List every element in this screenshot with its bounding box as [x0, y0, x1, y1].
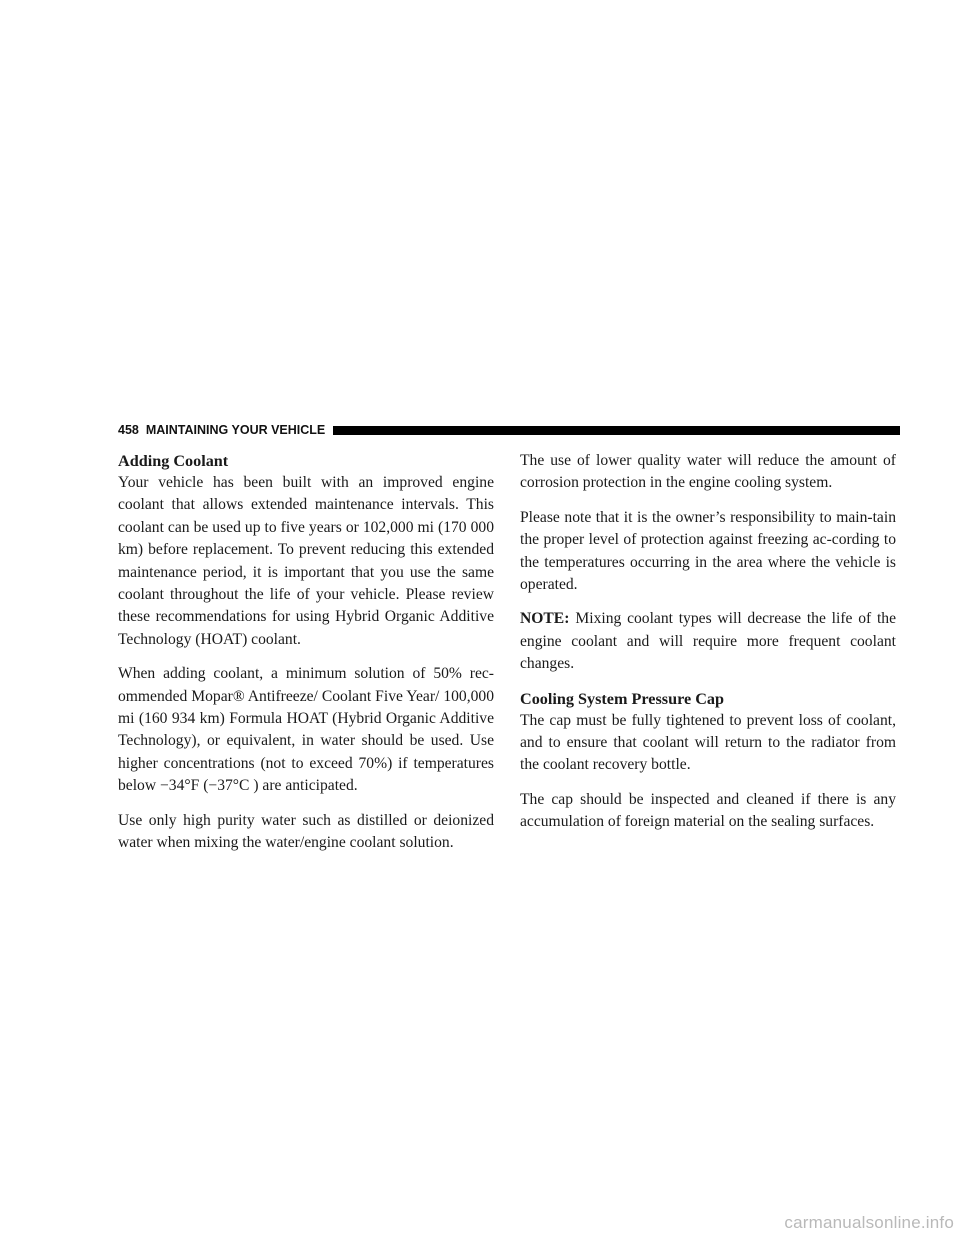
paragraph: When adding coolant, a minimum solution of 50% rec-ommended Mopar® Antifreeze/ Coolant Five Year/ 100,000 mi (160 934 km) Formula HOAT (Hybrid Organic Additive Technology), or equivalent, in water should be used. Use higher concentrations (not to exceed 70%) if temperatures below −34°F (−37°C ) are anticipated. — [118, 665, 494, 795]
adding-coolant-heading: Adding Coolant — [118, 452, 229, 470]
paragraph: Your vehicle has been built with an improved engine coolant that allows extended maintenance intervals. This coolant can be used up to five years or 102,000 mi (170 000 km) before replacement. To prevent reducing this extended maintenance period, it is important that you use the same coolant throughout the life of your vehicle. Please review these recommendations for using Hybrid Organic Additive Technology (HOAT) coolant. — [118, 474, 494, 648]
note-text: Mixing coolant types will decrease the life of the engine coolant and will require more frequent coolant changes. — [520, 610, 896, 673]
paragraph: The cap should be inspected and cleaned if there is any accumulation of foreign material on the sealing surfaces. — [520, 790, 896, 831]
watermark: carmanualsonline.info — [784, 1213, 954, 1232]
note-paragraph — [520, 608, 896, 675]
paragraph: The cap must be fully tightened to prevent loss of coolant, and to ensure that coolant will return to the radiator from the coolant recovery bottle. — [520, 711, 896, 774]
page-number: 458 — [118, 423, 139, 437]
note-label: NOTE: — [520, 610, 570, 628]
left-column — [118, 450, 494, 867]
pressure-cap-heading: Cooling System Pressure Cap — [520, 689, 724, 708]
page-header — [118, 422, 900, 438]
paragraph: Use only high purity water such as distilled or deionized water when mixing the water/engine coolant solution. — [118, 811, 494, 852]
section-title: MAINTAINING YOUR VEHICLE — [145, 423, 326, 437]
header-rule — [333, 426, 900, 435]
paragraph: The use of lower quality water will reduce the amount of corrosion protection in the engine cooling system. — [520, 452, 896, 492]
right-column — [520, 450, 896, 846]
paragraph: Please note that it is the owner’s responsibility to main-tain the proper level of protection against freezing ac-cording to the temperatures occurring in the area where the vehicle is operated. — [520, 508, 896, 594]
